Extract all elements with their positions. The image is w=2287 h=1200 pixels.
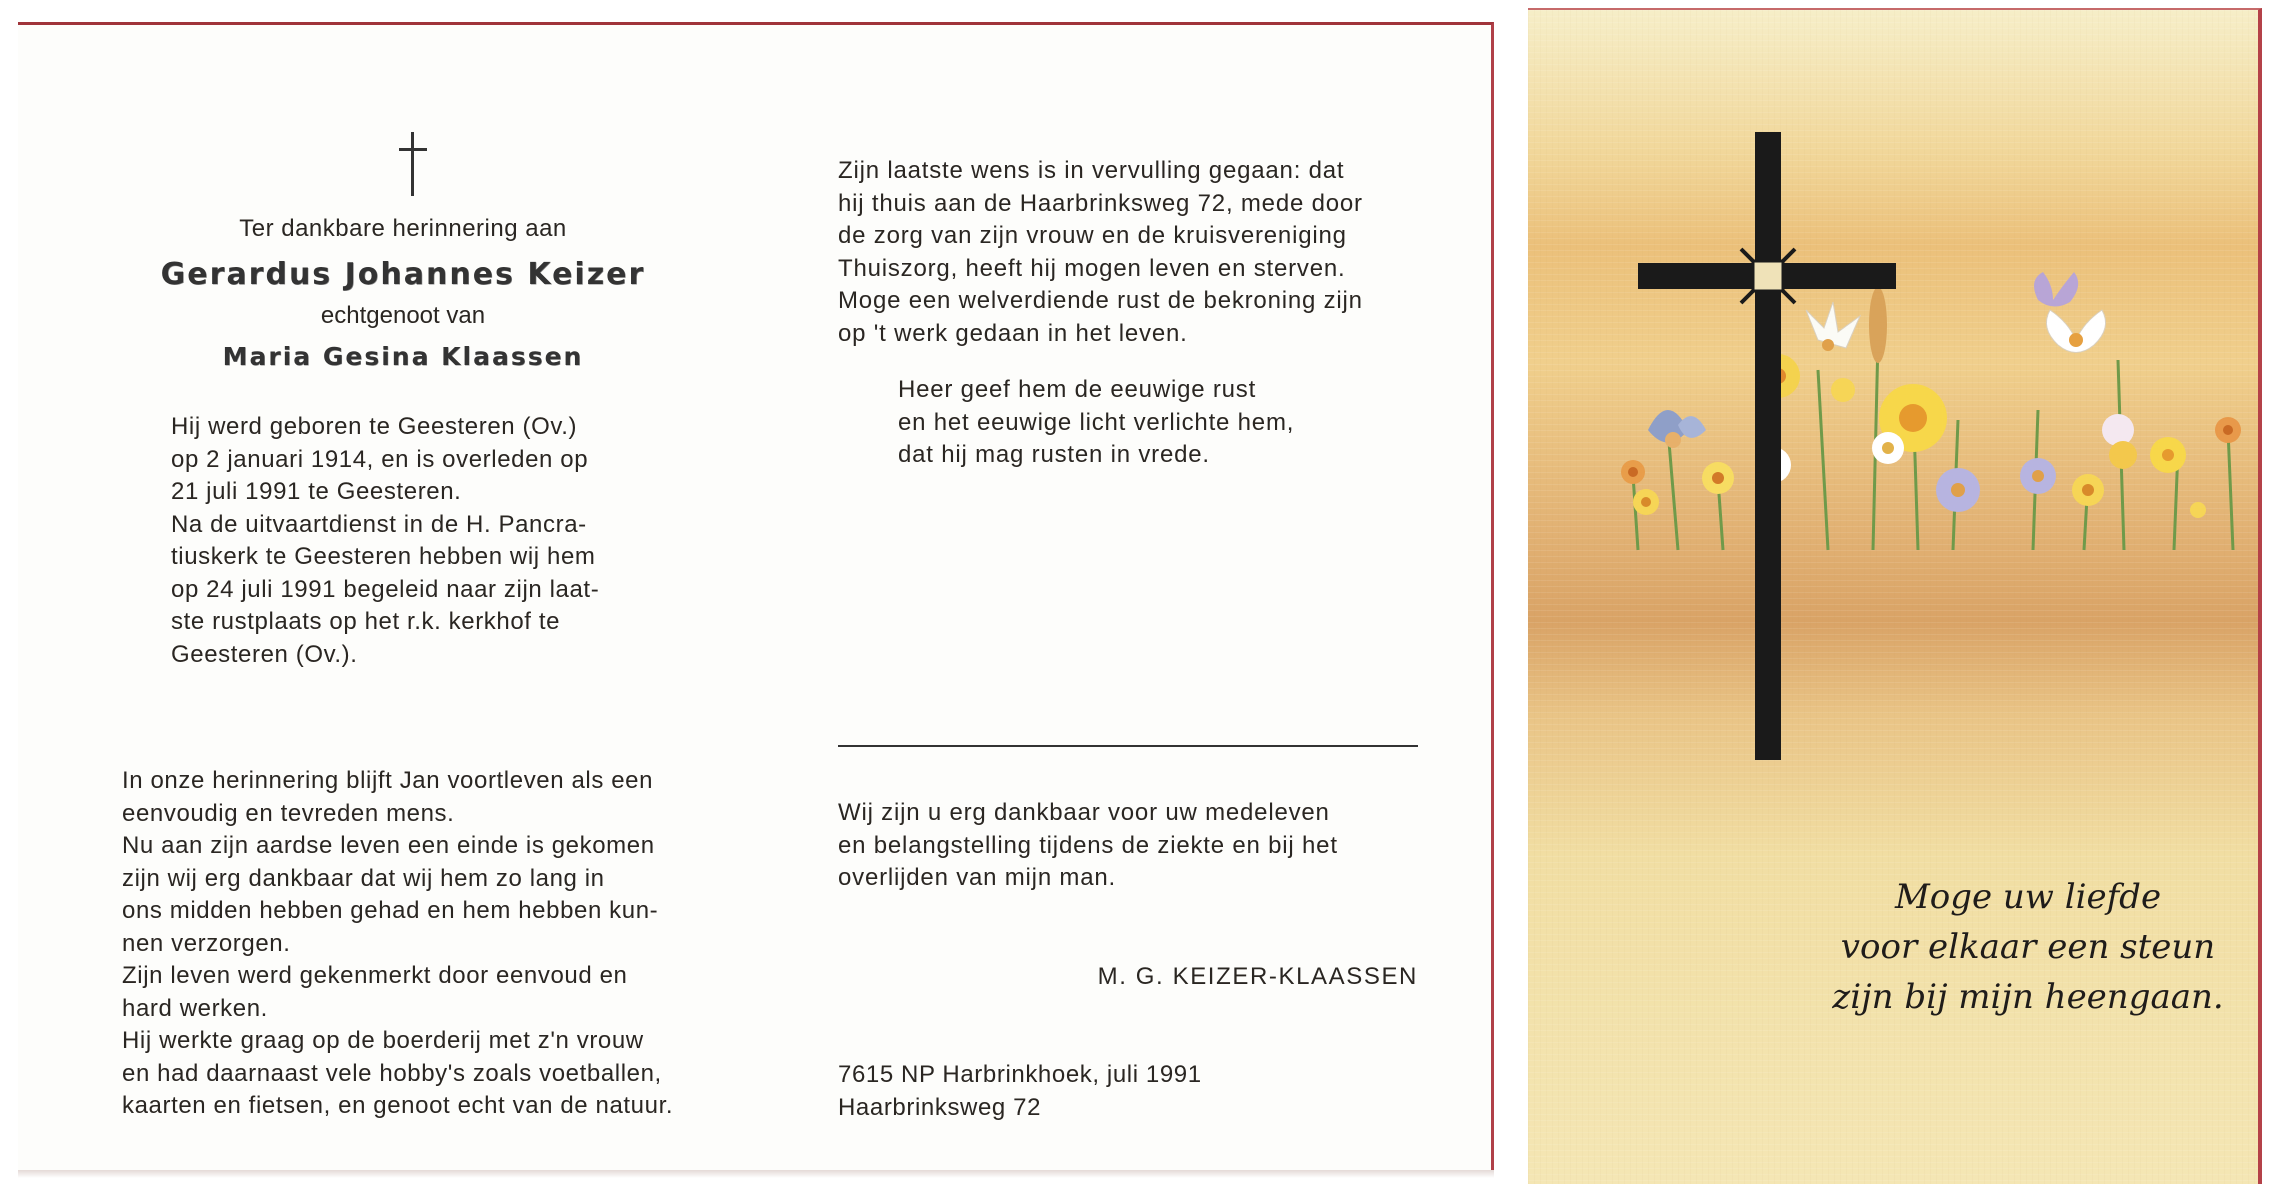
wish-line: op 't werk gedaan in het leven. (838, 319, 1188, 347)
last-wish-paragraph (838, 155, 1418, 350)
page-shadow (18, 1170, 1494, 1178)
spouse-label: echtgenoot van (320, 302, 486, 329)
divider (838, 745, 1418, 747)
memory-line: Hij werkte graag op de boerderij met z'n vrouw (122, 1027, 644, 1054)
bio-line: Na de uitvaartdienst in de H. Pancra- (171, 510, 587, 538)
thanks-paragraph (838, 797, 1418, 895)
thanks-line: Wij zijn u erg dankbaar voor uw medeleven (838, 799, 1330, 826)
right-inner-page (838, 155, 1438, 1121)
memory-line: ons midden hebben gehad en hem hebben kun- (122, 897, 659, 924)
prayer-line: dat hij mag rusten in vrede. (898, 441, 1210, 468)
spouse-name: Maria Gesina Klaassen (222, 342, 584, 371)
bio-line: Geesteren (Ov.). (171, 640, 358, 668)
address-line: 7615 NP Harbrinkhoek, juli 1991 (838, 1061, 1202, 1088)
biography (171, 411, 633, 671)
memory-line: hard werken. (122, 994, 268, 1022)
verse-line: voor elkaar een steun (1840, 927, 2216, 967)
thanks-line: en belangstelling tijdens de ziekte en bij het (838, 831, 1338, 859)
memory-line: In onze herinnering blijft Jan voortleven als een (122, 767, 654, 794)
cross-icon (393, 130, 433, 200)
deceased-name: Gerardus Johannes Keizer (160, 257, 646, 292)
bio-line: Hij werd geboren te Geesteren (Ov.) (171, 413, 578, 440)
memory-line: zijn wij erg dankbaar dat wij hem zo lang in (122, 864, 605, 892)
memory-line: eenvoudig en tevreden mens. (122, 799, 455, 827)
wish-line: Zijn laatste wens is in vervulling gegaan: dat (838, 157, 1345, 184)
bio-line: op 24 juli 1991 begeleid naar zijn laat- (171, 575, 600, 603)
bio-line: ste rustplaats op het r.k. kerkhof te (171, 608, 561, 635)
wish-line: de zorg van zijn vrouw en de kruisvereniging (838, 222, 1347, 249)
verse-line: zijn bij mijn heengaan. (1832, 977, 2224, 1017)
thanks-line: overlijden van mijn man. (838, 864, 1116, 891)
prayer-line: Heer geef hem de eeuwige rust (898, 376, 1257, 403)
memory-line: Nu aan zijn aardse leven een einde is gekomen (122, 832, 655, 859)
bio-line: 21 juli 1991 te Geesteren. (171, 478, 462, 505)
bio-line: op 2 januari 1914, en is overleden op (171, 445, 589, 473)
cover-verse (1828, 872, 2228, 1022)
prayer-line: en het eeuwige licht verlichte hem, (898, 408, 1295, 436)
memory-paragraph (122, 765, 702, 1123)
memory-line: en had daarnaast vele hobby's zoals voetballen, (122, 1059, 662, 1087)
signature: M. G. KEIZER-KLAASSEN (1097, 963, 1418, 990)
memory-line: Zijn leven werd gekenmerkt door eenvoud en (122, 962, 628, 989)
wish-line: hij thuis aan de Haarbrinksweg 72, mede door (838, 189, 1363, 217)
left-inner-page (103, 105, 703, 671)
address (838, 1059, 1202, 1124)
bio-line: tiuskerk te Geesteren hebben wij hem (171, 543, 596, 570)
wish-line: Thuiszorg, heeft hij mogen leven en sterven. (838, 254, 1346, 282)
address-line: Haarbrinksweg 72 (838, 1093, 1042, 1121)
memorial-card-inside-spread (18, 22, 1494, 1178)
verse-line: Moge uw liefde (1894, 877, 2162, 917)
intro-text: Ter dankbare herinnering aan (239, 215, 567, 242)
memory-line: nen verzorgen. (122, 929, 291, 957)
prayer (898, 374, 1438, 472)
wish-line: Moge een welverdiende rust de bekroning zijn (838, 287, 1363, 314)
front-cover (1528, 8, 2262, 1184)
memory-line: kaarten en fietsen, en genoot echt van de natuur. (122, 1092, 674, 1119)
